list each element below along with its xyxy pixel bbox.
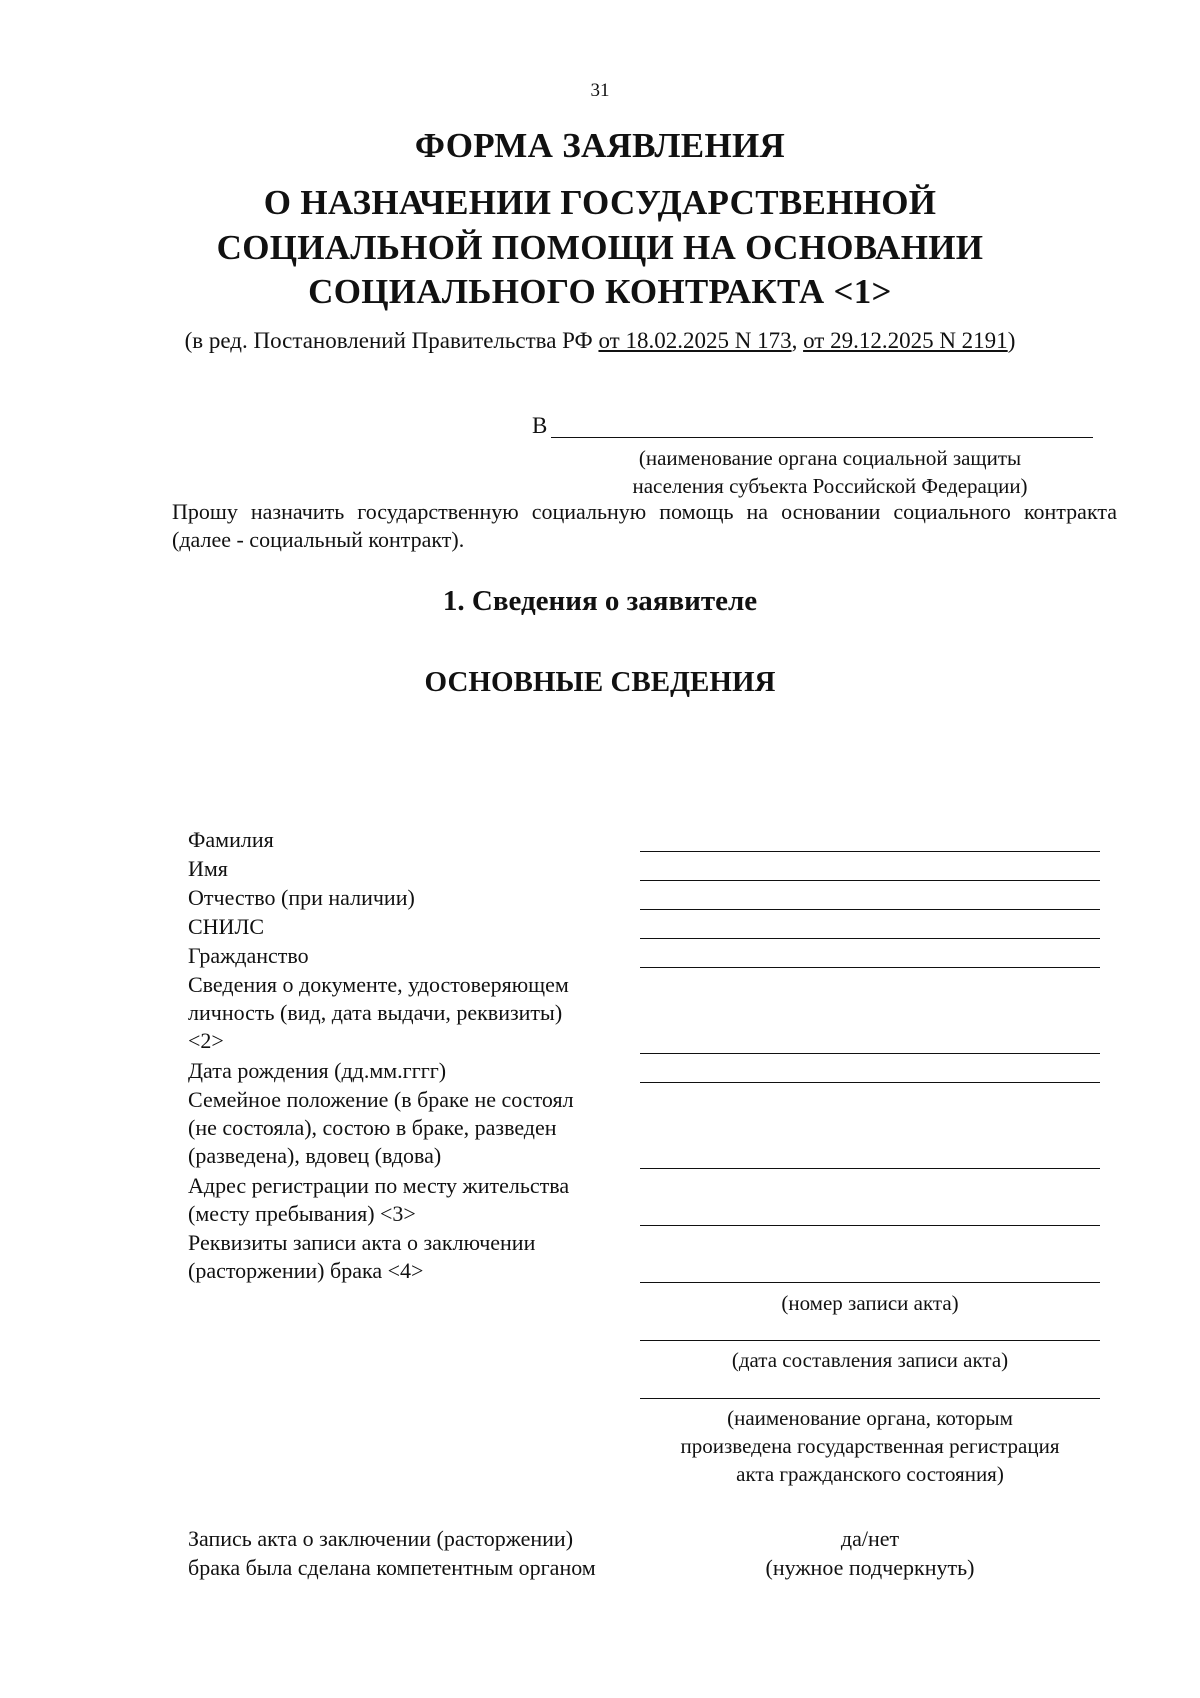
marriage-record-label bbox=[188, 1229, 535, 1285]
marital-status-label bbox=[188, 1086, 574, 1170]
marital-status-label-line-3: (разведена), вдовец (вдова) bbox=[188, 1143, 442, 1168]
registration-authority-caption-line-3: акта гражданского состояния) bbox=[736, 1462, 1004, 1486]
last-name-field[interactable] bbox=[640, 851, 1100, 852]
first-name-label: Имя bbox=[188, 856, 228, 881]
record-number-field[interactable] bbox=[640, 1282, 1100, 1283]
registration-authority-field[interactable] bbox=[640, 1398, 1100, 1399]
addressee-caption-line-1: (наименование органа социальной защиты bbox=[638, 446, 1022, 470]
competent-authority-label-line-2: брака была сделана компетентным органом bbox=[188, 1555, 596, 1580]
form-subtitle-line-3: СОЦИАЛЬНОГО КОНТРАКТА <1> bbox=[308, 272, 892, 311]
last-name-label: Фамилия bbox=[188, 827, 274, 852]
address-label bbox=[188, 1172, 569, 1228]
marriage-record-label-line-1: Реквизиты записи акта о заключении bbox=[188, 1230, 536, 1255]
addressee-label: В bbox=[532, 413, 548, 438]
section-subtitle: ОСНОВНЫЕ СВЕДЕНИЯ bbox=[424, 666, 776, 698]
address-label-line-2: (месту пребывания) <3> bbox=[188, 1201, 416, 1226]
citizenship-field[interactable] bbox=[640, 967, 1100, 968]
registration-authority-caption-line-1: (наименование органа, которым bbox=[727, 1406, 1013, 1430]
section-title: 1. Сведения о заявителе bbox=[442, 585, 758, 617]
patronymic-label: Отчество (при наличии) bbox=[188, 885, 415, 910]
record-number-caption: (номер записи акта) bbox=[781, 1291, 959, 1315]
addressee-caption bbox=[560, 444, 1100, 500]
addressee-caption-line-2: населения субъекта Российской Федерации) bbox=[632, 474, 1028, 498]
id-document-label-line-1: Сведения о документе, удостоверяющем bbox=[188, 972, 569, 997]
competent-authority-label-line-1: Запись акта о заключении (расторжении) bbox=[188, 1526, 574, 1551]
snils-field[interactable] bbox=[640, 938, 1100, 939]
record-date-field[interactable] bbox=[640, 1340, 1100, 1341]
patronymic-field[interactable] bbox=[640, 909, 1100, 910]
marital-status-field[interactable] bbox=[640, 1168, 1100, 1169]
snils-label: СНИЛС bbox=[188, 914, 265, 939]
competent-authority-answer bbox=[705, 1524, 1035, 1582]
addressee-field-line[interactable] bbox=[551, 437, 1093, 438]
marital-status-label-line-2: (не состояла), состою в браке, разведен bbox=[188, 1115, 557, 1140]
marital-status-label-line-1: Семейное положение (в браке не состоял bbox=[188, 1087, 574, 1112]
birth-date-label: Дата рождения (дд.мм.гггг) bbox=[188, 1058, 447, 1083]
request-text: Прошу назначить государственную социальную помощь на основании социального контракта (далее - социальный контракт). bbox=[172, 499, 1117, 552]
form-subtitle-line-2: СОЦИАЛЬНОЙ ПОМОЩИ НА ОСНОВАНИИ bbox=[216, 228, 984, 267]
amendment-note bbox=[0, 328, 1200, 354]
id-document-label-line-2: личность (вид, дата выдачи, реквизиты) bbox=[188, 1000, 563, 1025]
form-title: ФОРМА ЗАЯВЛЕНИЯ bbox=[414, 126, 786, 165]
address-label-line-1: Адрес регистрации по месту жительства bbox=[188, 1173, 570, 1198]
registration-authority-caption bbox=[640, 1404, 1100, 1488]
amendment-suffix: ) bbox=[1007, 328, 1016, 353]
amendment-separator: , bbox=[791, 328, 804, 353]
amendment-link-2[interactable]: от 29.12.2025 N 2191 bbox=[803, 328, 1008, 353]
page-number: 31 bbox=[590, 80, 610, 101]
registration-authority-caption-line-2: произведена государственная регистрация bbox=[680, 1434, 1060, 1458]
id-document-label bbox=[188, 971, 569, 1055]
amendment-link-1[interactable]: от 18.02.2025 N 173 bbox=[598, 328, 792, 353]
first-name-field[interactable] bbox=[640, 880, 1100, 881]
marriage-record-label-line-2: (расторжении) брака <4> bbox=[188, 1258, 424, 1283]
birth-date-field[interactable] bbox=[640, 1082, 1100, 1083]
address-field[interactable] bbox=[640, 1225, 1100, 1226]
id-document-label-line-3: <2> bbox=[188, 1028, 224, 1053]
amendment-prefix: (в ред. Постановлений Правительства РФ bbox=[184, 328, 599, 353]
form-subtitle-line-1: О НАЗНАЧЕНИИ ГОСУДАРСТВЕННОЙ bbox=[263, 183, 937, 222]
underline-instruction: (нужное подчеркнуть) bbox=[765, 1555, 975, 1580]
citizenship-label: Гражданство bbox=[188, 943, 309, 968]
id-document-field[interactable] bbox=[640, 1053, 1100, 1054]
record-date-caption: (дата составления записи акта) bbox=[731, 1348, 1009, 1372]
competent-authority-label bbox=[188, 1524, 596, 1582]
yes-no-option[interactable]: да/нет bbox=[840, 1526, 900, 1551]
